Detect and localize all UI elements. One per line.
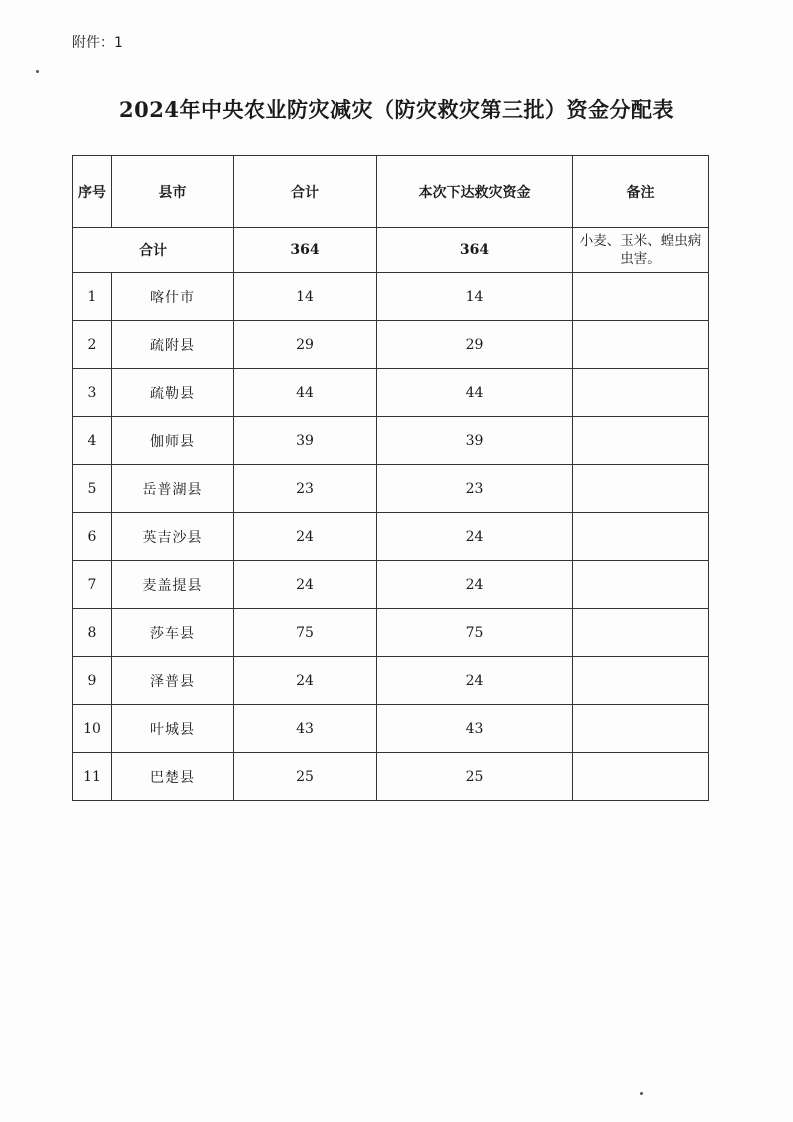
row-county: 疏勒县 [112, 369, 234, 417]
row-county: 英吉沙县 [112, 513, 234, 561]
row-county: 麦盖提县 [112, 561, 234, 609]
row-sum: 25 [234, 753, 377, 801]
row-number: 7 [73, 561, 112, 609]
row-note [573, 273, 709, 321]
column-header-allocated: 本次下达救灾资金 [377, 156, 573, 228]
row-sum: 29 [234, 321, 377, 369]
row-number: 6 [73, 513, 112, 561]
row-allocated: 39 [377, 417, 573, 465]
row-county: 岳普湖县 [112, 465, 234, 513]
column-header-no: 序号 [73, 156, 112, 228]
row-county: 疏附县 [112, 321, 234, 369]
row-note [573, 465, 709, 513]
total-sum: 364 [234, 228, 377, 273]
row-sum: 43 [234, 705, 377, 753]
total-allocated: 364 [377, 228, 573, 273]
row-note [573, 561, 709, 609]
row-allocated: 29 [377, 321, 573, 369]
table-row [73, 417, 709, 465]
total-row [73, 228, 709, 273]
row-number: 8 [73, 609, 112, 657]
total-label: 合计 [73, 228, 234, 273]
row-note [573, 705, 709, 753]
row-county: 莎车县 [112, 609, 234, 657]
table-row [73, 657, 709, 705]
row-allocated: 14 [377, 273, 573, 321]
row-county: 泽普县 [112, 657, 234, 705]
row-note [573, 369, 709, 417]
row-allocated: 75 [377, 609, 573, 657]
row-number: 5 [73, 465, 112, 513]
scan-speck [36, 70, 39, 73]
row-sum: 24 [234, 657, 377, 705]
table-header-row [73, 156, 709, 228]
row-sum: 39 [234, 417, 377, 465]
row-allocated: 24 [377, 513, 573, 561]
row-allocated: 44 [377, 369, 573, 417]
attachment-label: 附件：1 [72, 35, 123, 51]
table-row [73, 513, 709, 561]
row-note [573, 657, 709, 705]
row-number: 3 [73, 369, 112, 417]
table-row [73, 609, 709, 657]
row-county: 巴楚县 [112, 753, 234, 801]
row-sum: 75 [234, 609, 377, 657]
total-note: 小麦、玉米、蝗虫病虫害。 [573, 228, 709, 273]
row-allocated: 24 [377, 561, 573, 609]
table-row [73, 273, 709, 321]
row-note [573, 513, 709, 561]
row-note [573, 417, 709, 465]
table-row [73, 321, 709, 369]
row-allocated: 43 [377, 705, 573, 753]
row-note [573, 321, 709, 369]
row-county: 伽师县 [112, 417, 234, 465]
row-county: 叶城县 [112, 705, 234, 753]
table-row [73, 465, 709, 513]
scan-speck [640, 1092, 643, 1095]
table-row [73, 753, 709, 801]
row-number: 4 [73, 417, 112, 465]
row-sum: 44 [234, 369, 377, 417]
row-allocated: 25 [377, 753, 573, 801]
row-allocated: 24 [377, 657, 573, 705]
row-number: 10 [73, 705, 112, 753]
row-sum: 24 [234, 561, 377, 609]
row-number: 11 [73, 753, 112, 801]
allocation-table [72, 155, 709, 801]
row-county: 喀什市 [112, 273, 234, 321]
row-note [573, 753, 709, 801]
column-header-sum: 合计 [234, 156, 377, 228]
row-allocated: 23 [377, 465, 573, 513]
table-row [73, 561, 709, 609]
row-number: 9 [73, 657, 112, 705]
page-title: 2024年中央农业防灾减灾（防灾救灾第三批）资金分配表 [119, 97, 674, 122]
column-header-note: 备注 [573, 156, 709, 228]
row-sum: 24 [234, 513, 377, 561]
row-sum: 23 [234, 465, 377, 513]
row-number: 1 [73, 273, 112, 321]
row-number: 2 [73, 321, 112, 369]
row-sum: 14 [234, 273, 377, 321]
row-note [573, 609, 709, 657]
table-row [73, 705, 709, 753]
column-header-county: 县市 [112, 156, 234, 228]
table-row [73, 369, 709, 417]
